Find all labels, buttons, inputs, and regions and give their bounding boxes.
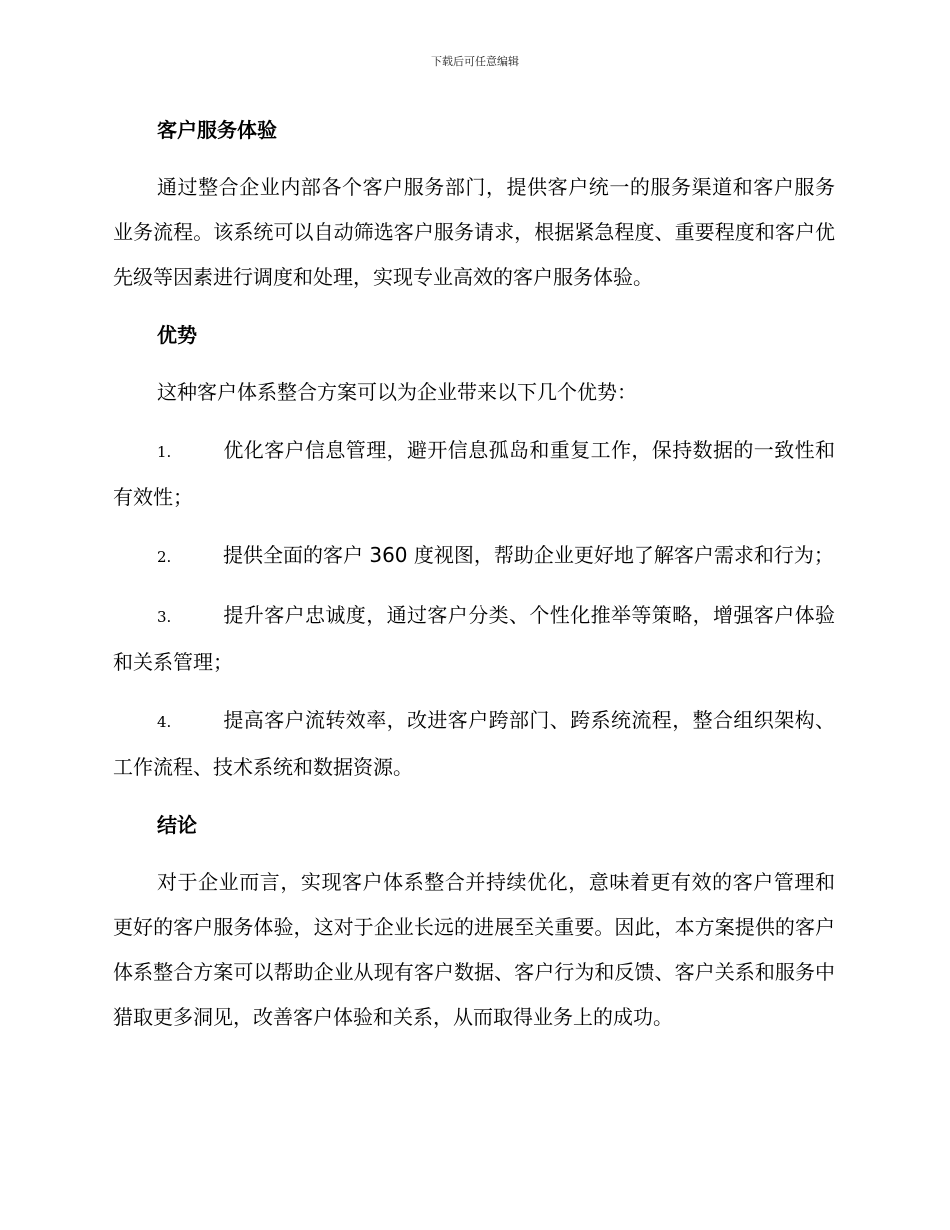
- list-item-text: 提供全面的客户 360 度视图，帮助企业更好地了解客户需求和行为；: [223, 543, 834, 567]
- list-item: [113, 428, 835, 520]
- page-header: 下载后可任意编辑: [431, 55, 519, 68]
- document-body: [113, 108, 835, 1040]
- list-item: [113, 698, 835, 790]
- conclusion-paragraph: 对于企业而言，实现客户体系整合并持续优化，意味着更有效的客户管理和更好的客户服务体验，这对于企业长远的进展至关重要。因此，本方案提供的客户体系整合方案可以帮助企业从现有客户数据、客户行为和反馈、客户关系和服务中猎取更多洞见，改善客户体验和关系，从而取得业务上的成功。: [113, 870, 835, 1029]
- list-item-text: 提高客户流转效率，改进客户跨部门、跨系统流程，整合组织架构、工作流程、技术系统和数据资源。: [113, 708, 835, 779]
- service-paragraph: 通过整合企业内部各个客户服务部门，提供客户统一的服务渠道和客户服务业务流程。该系统可以自动筛选客户服务请求，根据紧急程度、重要程度和客户优先级等因素进行调度和处理，实现专业高效的客户服务体验。: [113, 175, 835, 289]
- list-item: [113, 593, 835, 685]
- list-item-text: 提升客户忠诚度，通过客户分类、个性化推举等策略，增强客户体验和关系管理；: [113, 603, 835, 674]
- section-heading-advantages: 优势: [157, 323, 197, 347]
- advantages-intro: 这种客户体系整合方案可以为企业带来以下几个优势：: [157, 380, 637, 404]
- section-heading-service: 客户服务体验: [157, 118, 277, 142]
- list-number: 3.: [157, 608, 172, 626]
- list-number: 4.: [157, 713, 172, 731]
- list-item: [113, 533, 835, 580]
- list-number: 2.: [157, 548, 172, 566]
- list-item-text: 优化客户信息管理，避开信息孤岛和重复工作，保持数据的一致性和有效性；: [113, 438, 835, 509]
- section-heading-conclusion: 结论: [157, 813, 197, 837]
- list-number: 1.: [157, 443, 172, 461]
